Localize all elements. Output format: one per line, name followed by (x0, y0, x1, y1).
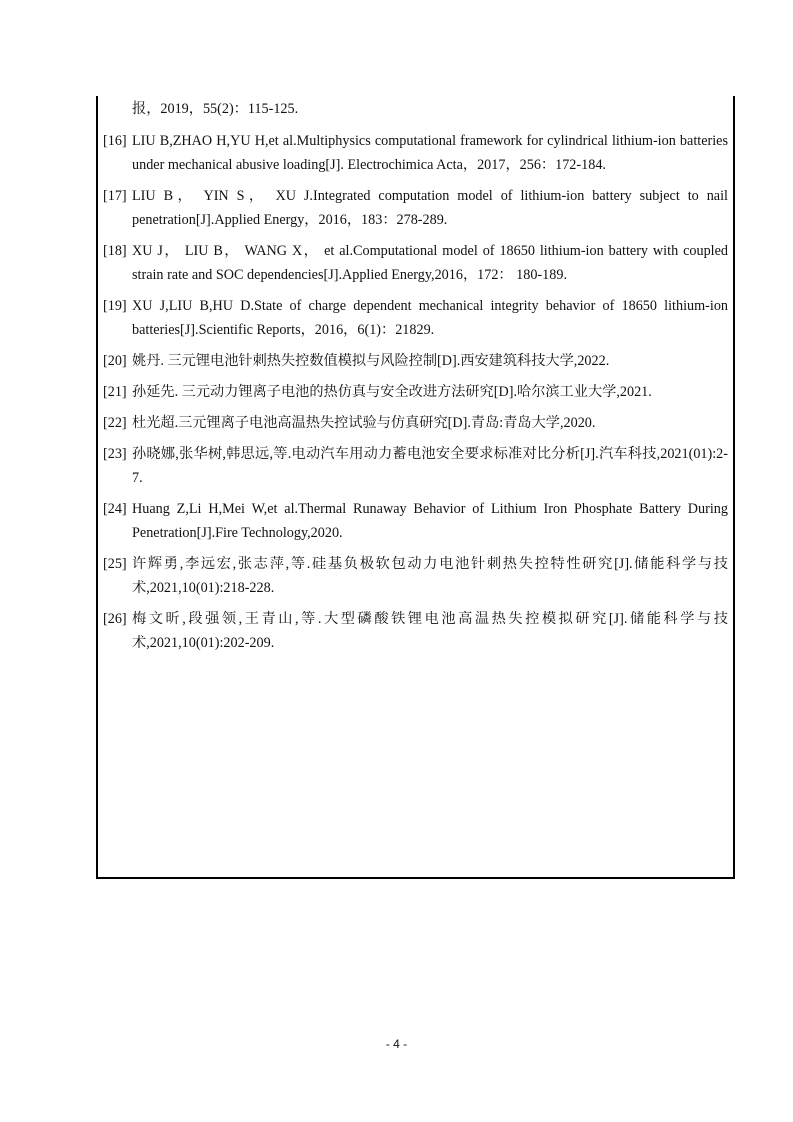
reference-item (103, 294, 728, 342)
reference-number: [20] (103, 353, 127, 369)
reference-text: LIU B,ZHAO H,YU H,et al.Multiphysics computational framework for cylindrical lithium-ion batteries under mechanical abusive loading[J]. Electrochimica Acta，2017，256：172-184. (132, 133, 728, 173)
reference-number: [21] (103, 384, 127, 400)
reference-number: [17] (103, 188, 127, 204)
reference-number: [26] (103, 611, 127, 627)
reference-text: XU J,LIU B,HU D.State of charge dependent mechanical integrity behavior of 18650 lithium-ion batteries[J].Scientific Reports，2016，6(1)：21829. (132, 298, 728, 338)
reference-text: 姚丹. 三元锂电池针刺热失控数值模拟与风险控制[D].西安建筑科技大学,2022. (132, 353, 610, 369)
reference-text: XU J， LIU B， WANG X， et al.Computational model of 18650 lithium-ion battery with coupled strain rate and SOC dependencies[J].Applied Energy,2016，172： 180-189. (132, 243, 728, 283)
reference-number: [24] (103, 501, 127, 517)
reference-text: 杜光超.三元锂离子电池高温热失控试验与仿真研究[D].青岛:青岛大学,2020. (132, 415, 596, 431)
reference-continuation-text: 报，2019，55(2)：115-125. (132, 101, 299, 117)
reference-item (103, 607, 728, 655)
reference-item (103, 380, 728, 404)
reference-number: [16] (103, 133, 127, 149)
reference-number: [19] (103, 298, 127, 314)
reference-item (103, 349, 728, 373)
reference-item (103, 129, 728, 177)
reference-number: [25] (103, 556, 127, 572)
reference-text: 许辉勇,李远宏,张志萍,等.硅基负极软包动力电池针刺热失控特性研究[J].储能科学与技术,2021,10(01):218-228. (132, 556, 728, 596)
reference-item (103, 442, 728, 490)
reference-text: 孙延先. 三元动力锂离子电池的热仿真与安全改进方法研究[D].哈尔滨工业大学,2021. (132, 384, 652, 400)
page-number: - 4 - (385, 1037, 408, 1051)
reference-item (103, 497, 728, 545)
reference-text: 孙晓娜,张华树,韩思远,等.电动汽车用动力蓄电池安全要求标准对比分析[J].汽车科技,2021(01):2-7. (132, 446, 728, 486)
reference-item (103, 552, 728, 600)
reference-text: 梅文昕,段强领,王青山,等.大型磷酸铁锂电池高温热失控模拟研究[J].储能科学与技术,2021,10(01):202-209. (132, 611, 728, 651)
reference-number: [23] (103, 446, 127, 462)
reference-item (103, 239, 728, 287)
reference-item (103, 184, 728, 232)
reference-number: [22] (103, 415, 127, 431)
reference-text: Huang Z,Li H,Mei W,et al.Thermal Runaway Behavior of Lithium Iron Phosphate Battery During Penetration[J].Fire Technology,2020. (132, 501, 728, 541)
reference-number: [18] (103, 243, 127, 259)
reference-item (103, 411, 728, 435)
reference-continuation (103, 97, 728, 121)
reference-list (103, 96, 728, 662)
reference-text: LIU B， YIN S， XU J.Integrated computation model of lithium-ion battery subject to nail penetration[J].Applied Energy，2016，183：278-289. (132, 188, 728, 228)
